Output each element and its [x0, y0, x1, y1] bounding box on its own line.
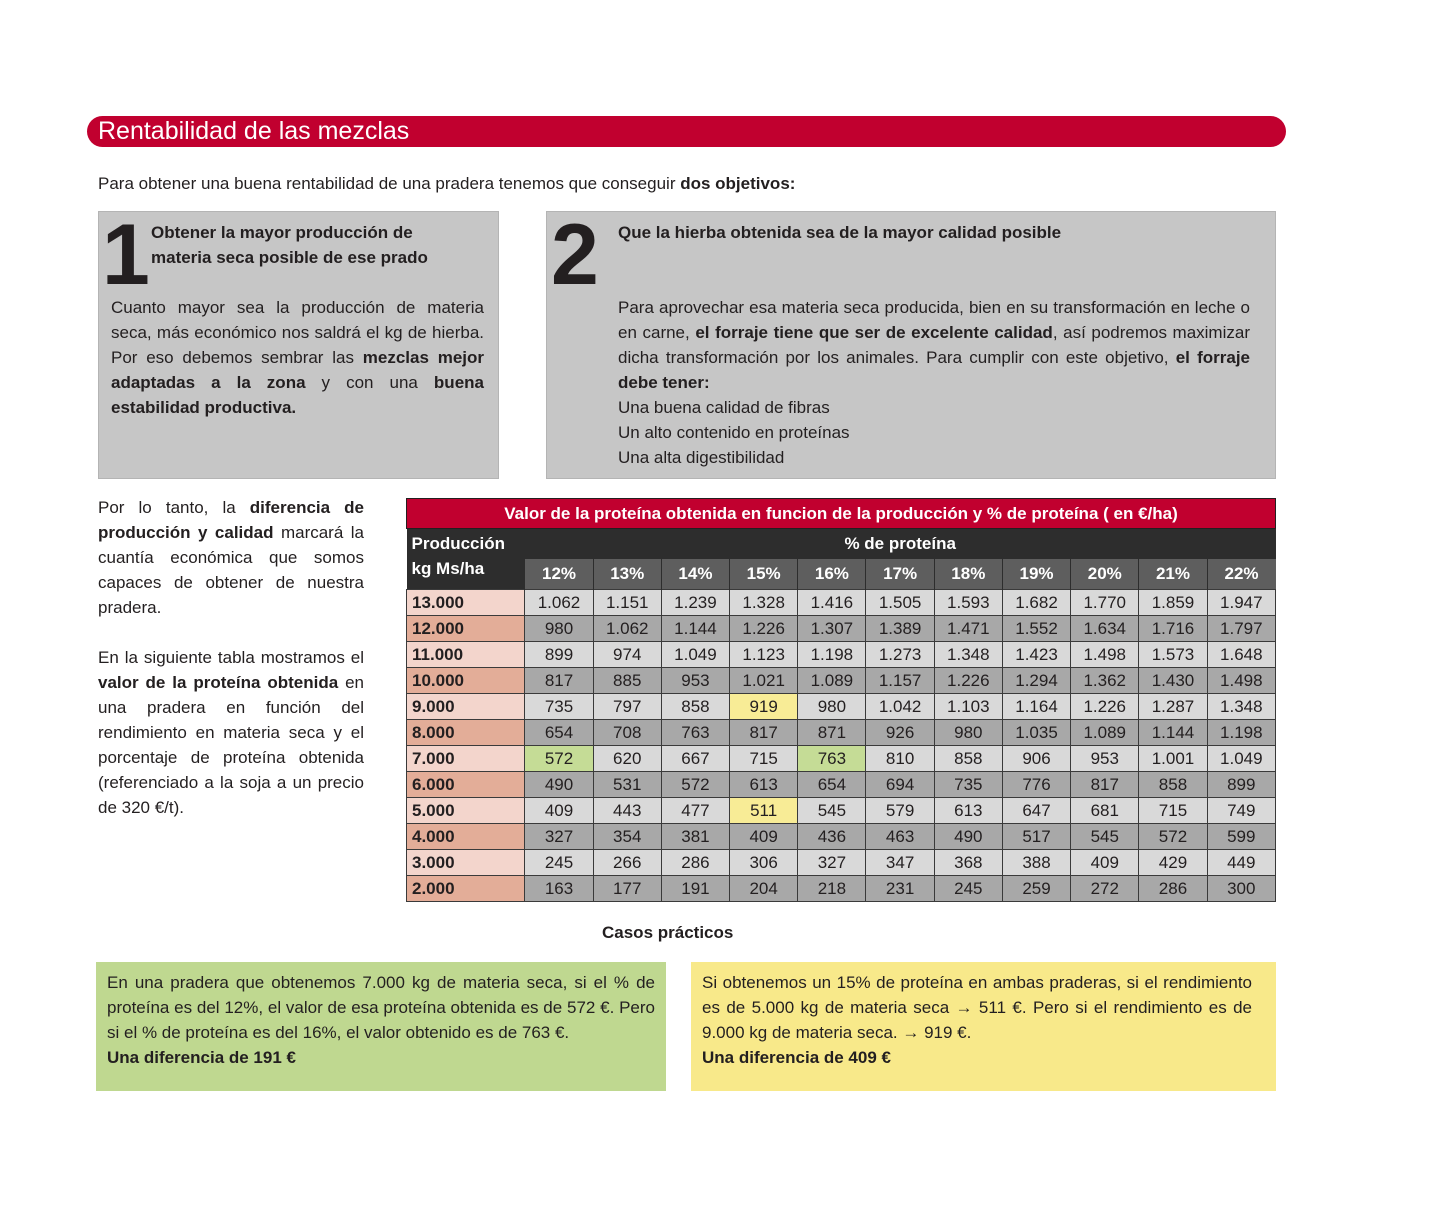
- column-header: 17%: [866, 559, 934, 590]
- column-header: 12%: [525, 559, 593, 590]
- table-cell: 463: [866, 824, 934, 850]
- objective-1-body: Cuanto mayor sea la producción de materia seca, más económico nos saldrá el kg de hierba. Por eso debemos sembrar las mezclas mejor adaptadas a la zona y con una buena estabilidad productiva.: [111, 298, 484, 417]
- table-cell: 980: [525, 616, 593, 642]
- table-cell: 871: [798, 720, 866, 746]
- table-cell: 858: [934, 746, 1002, 772]
- table-cell: 1.226: [730, 616, 798, 642]
- table-cell: 810: [866, 746, 934, 772]
- requirement-item: Un alto contenido en proteínas: [618, 423, 850, 442]
- table-cell: 266: [593, 850, 661, 876]
- table-cell: 797: [593, 694, 661, 720]
- table-cell: 1.103: [934, 694, 1002, 720]
- row-label: 13.000: [407, 590, 525, 616]
- table-cell: 286: [1139, 876, 1207, 902]
- table-cell: 1.430: [1139, 668, 1207, 694]
- section-banner: Rentabilidad de las mezclas: [87, 116, 1286, 147]
- table-cell: 272: [1071, 876, 1139, 902]
- intro-text: Para obtener una buena rentabilidad de una pradera tenemos que conseguir dos objetivos:: [98, 174, 796, 193]
- table-cell: 388: [1002, 850, 1070, 876]
- case-1-text: En una pradera que obtenemos 7.000 kg de materia seca, si el % de proteína es del 12%, el valor de esa proteína obtenida es de 572 €. Pero si el % de proteína es del 16%, el valor obtenido es de 763 €.: [107, 973, 655, 1042]
- table-cell: 1.123: [730, 642, 798, 668]
- table-cell: 763: [661, 720, 729, 746]
- table-cell: 613: [730, 772, 798, 798]
- table-cell: 1.144: [661, 616, 729, 642]
- table-cell: 327: [525, 824, 593, 850]
- column-header: 13%: [593, 559, 661, 590]
- table-cell: 490: [525, 772, 593, 798]
- row-label: 11.000: [407, 642, 525, 668]
- objective-2-number: 2: [551, 207, 597, 303]
- case-1-conclusion: Una diferencia de 191 €: [107, 1048, 296, 1067]
- column-header: 19%: [1002, 559, 1070, 590]
- table-cell: 613: [934, 798, 1002, 824]
- table-cell: 1.144: [1139, 720, 1207, 746]
- objective-1-heading: Obtener la mayor producción de materia seca posible de ese prado: [151, 223, 428, 267]
- table-cell: 1.049: [661, 642, 729, 668]
- table-cell: 1.062: [593, 616, 661, 642]
- table-row: [407, 746, 1276, 772]
- table-cell: 694: [866, 772, 934, 798]
- table-cell: 1.226: [1071, 694, 1139, 720]
- row-label: 3.000: [407, 850, 525, 876]
- table-cell: 327: [798, 850, 866, 876]
- table-cell: 1.362: [1071, 668, 1139, 694]
- table-cell: 1.307: [798, 616, 866, 642]
- table-cell: 1.682: [1002, 590, 1070, 616]
- objective-1-box: [98, 207, 499, 479]
- table-cell: 1.089: [798, 668, 866, 694]
- row-label: 7.000: [407, 746, 525, 772]
- table-cell: 1.348: [1207, 694, 1275, 720]
- table-row: [407, 642, 1276, 668]
- table-cell: 654: [525, 720, 593, 746]
- table-cell: 306: [730, 850, 798, 876]
- table-cell: 1.947: [1207, 590, 1275, 616]
- table-cell: 1.716: [1139, 616, 1207, 642]
- table-cell: 204: [730, 876, 798, 902]
- row-label: 5.000: [407, 798, 525, 824]
- table-cell: 1.035: [1002, 720, 1070, 746]
- table-cell: 776: [1002, 772, 1070, 798]
- table-cell: 1.157: [866, 668, 934, 694]
- table-row: [407, 850, 1276, 876]
- table-cell: 517: [1002, 824, 1070, 850]
- table-cell: 231: [866, 876, 934, 902]
- table-cell: 620: [593, 746, 661, 772]
- table-cell: 531: [593, 772, 661, 798]
- table-cell: 572: [1139, 824, 1207, 850]
- column-group-header: % de proteína: [525, 529, 1276, 560]
- case-2-text: Si obtenemos un 15% de proteína en ambas praderas, si el rendimiento es de 5.000 kg de materia seca → 511 €. Pero si el rendimiento es de 9.000 kg de materia seca. → 919 €.: [702, 973, 1252, 1042]
- table-cell: 443: [593, 798, 661, 824]
- table-cell: 1.287: [1139, 694, 1207, 720]
- table-cell: 490: [934, 824, 1002, 850]
- table-cell: 953: [661, 668, 729, 694]
- table-cell: 1.273: [866, 642, 934, 668]
- table-cell: 735: [525, 694, 593, 720]
- table-cell: 191: [661, 876, 729, 902]
- table-cell: 1.498: [1207, 668, 1275, 694]
- table-cell: 477: [661, 798, 729, 824]
- table-cell: 599: [1207, 824, 1275, 850]
- requirement-item: Una alta digestibilidad: [618, 448, 785, 467]
- table-cell: 1.198: [1207, 720, 1275, 746]
- table-cell: 1.348: [934, 642, 1002, 668]
- table-row: [407, 824, 1276, 850]
- table-cell: 300: [1207, 876, 1275, 902]
- side-paragraph-2: En la siguiente tabla mostramos el valor de la proteína obtenida en una pradera en función del rendimiento en materia seca y el porcentaje de proteína obtenida (referenciado a la soja a un precio de 320 €/t).: [98, 648, 364, 817]
- table-cell: 1.198: [798, 642, 866, 668]
- table-row: [407, 590, 1276, 616]
- table-cell: 545: [1071, 824, 1139, 850]
- practical-cases-title: Casos prácticos: [602, 923, 734, 942]
- table-cell: 749: [1207, 798, 1275, 824]
- protein-value-table: [406, 498, 1276, 902]
- table-cell: 1.859: [1139, 590, 1207, 616]
- table-cell: 163: [525, 876, 593, 902]
- row-label: 2.000: [407, 876, 525, 902]
- column-header: 22%: [1207, 559, 1275, 590]
- table-cell: 667: [661, 746, 729, 772]
- table-cell: 1.294: [1002, 668, 1070, 694]
- table-cell: 817: [1071, 772, 1139, 798]
- table-cell: 1.505: [866, 590, 934, 616]
- table-cell: 899: [525, 642, 593, 668]
- row-label: 9.000: [407, 694, 525, 720]
- case-2-conclusion: Una diferencia de 409 €: [702, 1048, 891, 1067]
- table-cell: 1.021: [730, 668, 798, 694]
- table-cell: 245: [525, 850, 593, 876]
- table-cell: 347: [866, 850, 934, 876]
- row-label: 8.000: [407, 720, 525, 746]
- table-cell: 1.151: [593, 590, 661, 616]
- side-paragraph-1: Por lo tanto, la diferencia de producción y calidad marcará la cuantía económica que somos capaces de obtener de nuestra pradera.: [98, 498, 365, 617]
- table-cell: 858: [661, 694, 729, 720]
- table-cell: 1.471: [934, 616, 1002, 642]
- column-header: 18%: [934, 559, 1002, 590]
- table-cell: 974: [593, 642, 661, 668]
- table-cell: 579: [866, 798, 934, 824]
- column-header: 15%: [730, 559, 798, 590]
- table-row: [407, 694, 1276, 720]
- table-cell: 885: [593, 668, 661, 694]
- table-cell: 572: [525, 746, 593, 772]
- table-cell: 708: [593, 720, 661, 746]
- table-cell: 1.634: [1071, 616, 1139, 642]
- requirement-item: Una buena calidad de fibras: [618, 398, 830, 417]
- table-row: [407, 798, 1276, 824]
- table-cell: 572: [661, 772, 729, 798]
- table-row: [407, 616, 1276, 642]
- table-cell: 858: [1139, 772, 1207, 798]
- objective-2-heading: Que la hierba obtenida sea de la mayor calidad posible: [618, 223, 1062, 242]
- table-cell: 1.062: [525, 590, 593, 616]
- table-cell: 1.423: [1002, 642, 1070, 668]
- table-cell: 1.226: [934, 668, 1002, 694]
- table-cell: 1.797: [1207, 616, 1275, 642]
- table-cell: 647: [1002, 798, 1070, 824]
- table-cell: 1.648: [1207, 642, 1275, 668]
- table-cell: 817: [730, 720, 798, 746]
- table-cell: 1.416: [798, 590, 866, 616]
- table-cell: 681: [1071, 798, 1139, 824]
- column-header: 20%: [1071, 559, 1139, 590]
- table-cell: 286: [661, 850, 729, 876]
- table-cell: 354: [593, 824, 661, 850]
- table-cell: 436: [798, 824, 866, 850]
- table-cell: 409: [1071, 850, 1139, 876]
- table-row: [407, 668, 1276, 694]
- table-cell: 654: [798, 772, 866, 798]
- table-title: Valor de la proteína obtenida en funcion de la producción y % de proteína ( en €/ha): [407, 499, 1276, 529]
- case-yellow-box: [691, 962, 1276, 1091]
- table-cell: 218: [798, 876, 866, 902]
- table-cell: 1.049: [1207, 746, 1275, 772]
- table-cell: 1.001: [1139, 746, 1207, 772]
- table-cell: 1.389: [866, 616, 934, 642]
- table-cell: 1.089: [1071, 720, 1139, 746]
- table-cell: 545: [798, 798, 866, 824]
- column-header: 14%: [661, 559, 729, 590]
- table-cell: 899: [1207, 772, 1275, 798]
- table-cell: 1.552: [1002, 616, 1070, 642]
- row-header: Producción kg Ms/ha: [407, 529, 525, 590]
- table-cell: 1.239: [661, 590, 729, 616]
- table-cell: 368: [934, 850, 1002, 876]
- column-header: 21%: [1139, 559, 1207, 590]
- table-cell: 177: [593, 876, 661, 902]
- table-cell: 926: [866, 720, 934, 746]
- row-label: 4.000: [407, 824, 525, 850]
- table-cell: 715: [730, 746, 798, 772]
- table-cell: 245: [934, 876, 1002, 902]
- table-cell: 1.593: [934, 590, 1002, 616]
- table-cell: 763: [798, 746, 866, 772]
- table-cell: 980: [798, 694, 866, 720]
- row-label: 10.000: [407, 668, 525, 694]
- table-row: [407, 772, 1276, 798]
- objective-2-body: Para aprovechar esa materia seca producida, bien en su transformación en leche o en carne, el forraje tiene que ser de excelente calidad, así podremos maximizar dicha transformación por los animales. Para cumplir con este objetivo, el forraje debe tener: Una buena calidad de fibras Un alto contenido en proteínas Una alta digestibilidad: [618, 295, 1250, 470]
- objective-1-number: 1: [102, 207, 148, 303]
- table-cell: 409: [525, 798, 593, 824]
- table-cell: 511: [730, 798, 798, 824]
- row-label: 6.000: [407, 772, 525, 798]
- table-row: [407, 876, 1276, 902]
- table-cell: 1.573: [1139, 642, 1207, 668]
- table-cell: 259: [1002, 876, 1070, 902]
- table-cell: 1.328: [730, 590, 798, 616]
- table-cell: 409: [730, 824, 798, 850]
- table-cell: 906: [1002, 746, 1070, 772]
- table-cell: 715: [1139, 798, 1207, 824]
- table-cell: 735: [934, 772, 1002, 798]
- table-cell: 1.164: [1002, 694, 1070, 720]
- table-cell: 980: [934, 720, 1002, 746]
- table-cell: 1.770: [1071, 590, 1139, 616]
- table-cell: 449: [1207, 850, 1275, 876]
- table-cell: 953: [1071, 746, 1139, 772]
- table-row: [407, 720, 1276, 746]
- row-label: 12.000: [407, 616, 525, 642]
- table-cell: 381: [661, 824, 729, 850]
- table-cell: 919: [730, 694, 798, 720]
- table-cell: 1.498: [1071, 642, 1139, 668]
- table-cell: 817: [525, 668, 593, 694]
- table-cell: 429: [1139, 850, 1207, 876]
- objective-2-box: [546, 207, 1276, 479]
- case-green-box: [96, 962, 666, 1091]
- column-header: 16%: [798, 559, 866, 590]
- table-cell: 1.042: [866, 694, 934, 720]
